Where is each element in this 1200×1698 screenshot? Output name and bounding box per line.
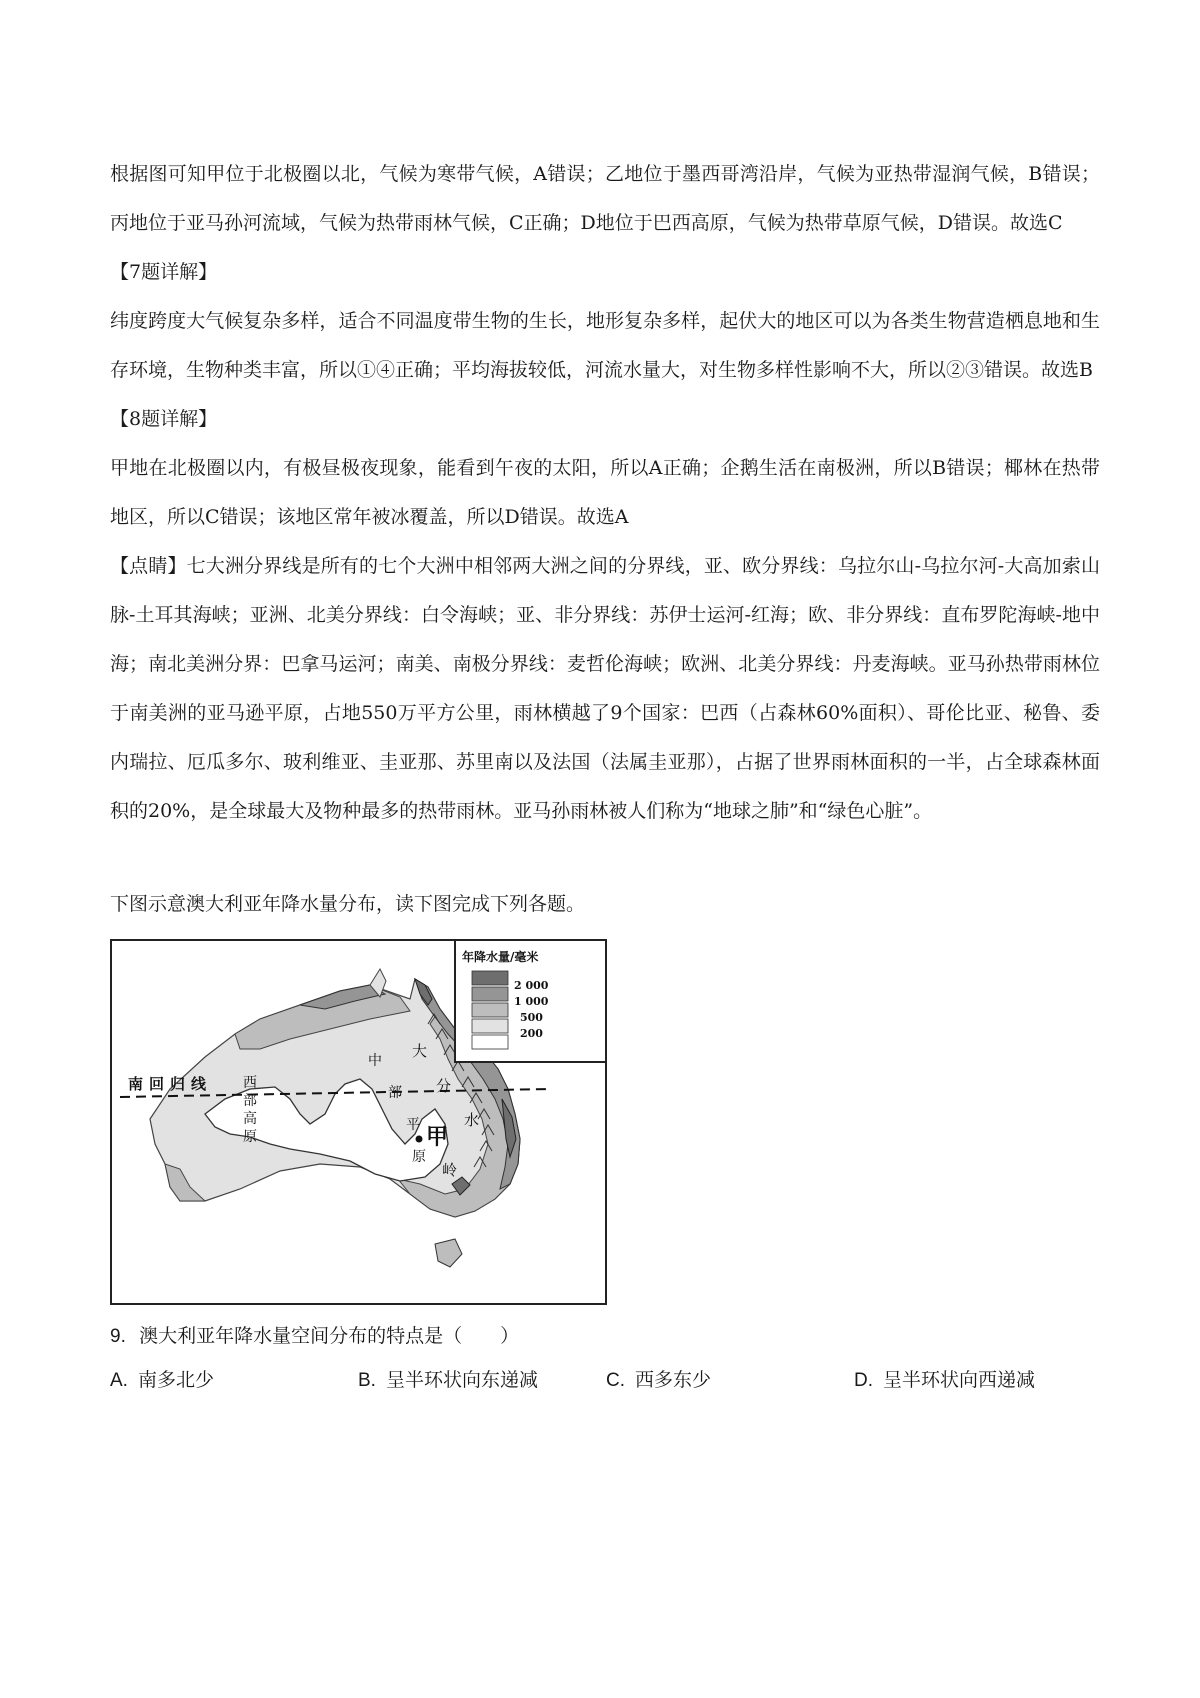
document-page: [110, 150, 1100, 1401]
option-a-key: A.: [110, 1370, 128, 1391]
answer-6-explanation: 根据图可知甲位于北极圈以北，气候为寒带气候，A错误；乙地位于墨西哥湾沿岸，气候为亚热带湿润气候，B错误；丙地位于亚马孙河流域，气候为热带雨林气候，C正确；D地位于巴西高原，气候为热带草原气候，D错误。故选C: [110, 163, 1100, 234]
point-jia-label: 甲: [426, 1124, 449, 1150]
svg-text:部: 部: [243, 1093, 257, 1109]
option-d-text: 呈半环状向西递减: [883, 1370, 1036, 1391]
question-9: [110, 1317, 1100, 1357]
point-jia-marker: [416, 1136, 423, 1143]
answer-7-explanation: 纬度跨度大气候复杂多样，适合不同温度带生物的生长，地形复杂多样，起伏大的地区可以为各类生物营造栖息地和生存环境，生物种类丰富，所以①④正确；平均海拔较低，河流水量大，对生物多样性影响不大，所以②③错误。故选B: [110, 310, 1100, 381]
option-b[interactable]: [358, 1361, 606, 1401]
option-d[interactable]: [854, 1361, 1100, 1401]
svg-text:大: 大: [412, 1042, 428, 1060]
key-point-note: 【点睛】七大洲分界线是所有的七个大洲中相邻两大洲之间的分界线，亚、欧分界线：乌拉尔山-乌拉尔河-大高加索山脉-土耳其海峡；亚洲、北美分界线：白令海峡；亚、非分界线：苏伊士运河-红海；欧、非分界线：直布罗陀海峡-地中海；南北美洲分界：巴拿马运河；南美、南极分界线：麦哲伦海峡；欧洲、北美分界线：丹麦海峡。亚马孙热带雨林位于南美洲的亚马逊平原，占地550万平方公里，雨林横越了9个国家：巴西（占森林60%面积）、哥伦比亚、秘鲁、委内瑞拉、厄瓜多尔、玻利维亚、圭亚那、苏里南以及法国（法属圭亚那），占据了世界雨林面积的一半，占全球森林面积的20%，是全球最大及物种最多的热带雨林。亚马孙雨林被人们称为“地球之肺”和“绿色心脏”。: [110, 555, 1100, 822]
question-stem: 澳大利亚年降水量空间分布的特点是（ ）: [139, 1326, 520, 1347]
map-legend: [455, 940, 606, 1062]
svg-text:水: 水: [464, 1111, 480, 1129]
option-d-key: D.: [854, 1370, 873, 1391]
svg-text:中: 中: [368, 1053, 382, 1069]
option-c[interactable]: [606, 1361, 854, 1401]
svg-text:部: 部: [388, 1085, 402, 1101]
option-b-key: B.: [358, 1370, 376, 1391]
svg-text:1 000: 1 000: [514, 995, 549, 1008]
question-intro: 下图示意澳大利亚年降水量分布，读下图完成下列各题。: [110, 893, 586, 915]
section-header-8: 【8题详解】: [110, 408, 218, 430]
option-a[interactable]: [110, 1361, 358, 1401]
answer-8-explanation: 甲地在北极圈以内，有极昼极夜现象，能看到午夜的太阳，所以A正确；企鹅生活在南极洲，所以B错误；椰林在热带地区，所以C错误；该地区常年被冰覆盖，所以D错误。故选A: [110, 457, 1100, 528]
svg-text:平: 平: [406, 1117, 420, 1133]
svg-text:原: 原: [412, 1149, 426, 1165]
svg-text:西: 西: [243, 1075, 257, 1091]
tropic-label: 南回归线: [128, 1075, 213, 1093]
svg-text:岭: 岭: [442, 1161, 458, 1179]
svg-text:分: 分: [436, 1077, 452, 1095]
svg-text:年降水量/毫米: 年降水量/毫米: [462, 950, 539, 964]
svg-text:高: 高: [243, 1111, 257, 1127]
svg-text:2 000: 2 000: [514, 979, 549, 992]
option-c-key: C.: [606, 1370, 625, 1391]
option-b-text: 呈半环状向东递减: [385, 1370, 538, 1391]
svg-text:200: 200: [520, 1027, 543, 1040]
australia-precipitation-map: [110, 939, 607, 1305]
option-a-text: 南多北少: [137, 1370, 214, 1391]
svg-text:原: 原: [243, 1129, 257, 1145]
question-number: 9.: [110, 1326, 126, 1347]
answer-options: [110, 1361, 1100, 1401]
svg-text:500: 500: [520, 1011, 543, 1024]
section-header-7: 【7题详解】: [110, 261, 218, 283]
option-c-text: 西多东少: [635, 1370, 712, 1391]
